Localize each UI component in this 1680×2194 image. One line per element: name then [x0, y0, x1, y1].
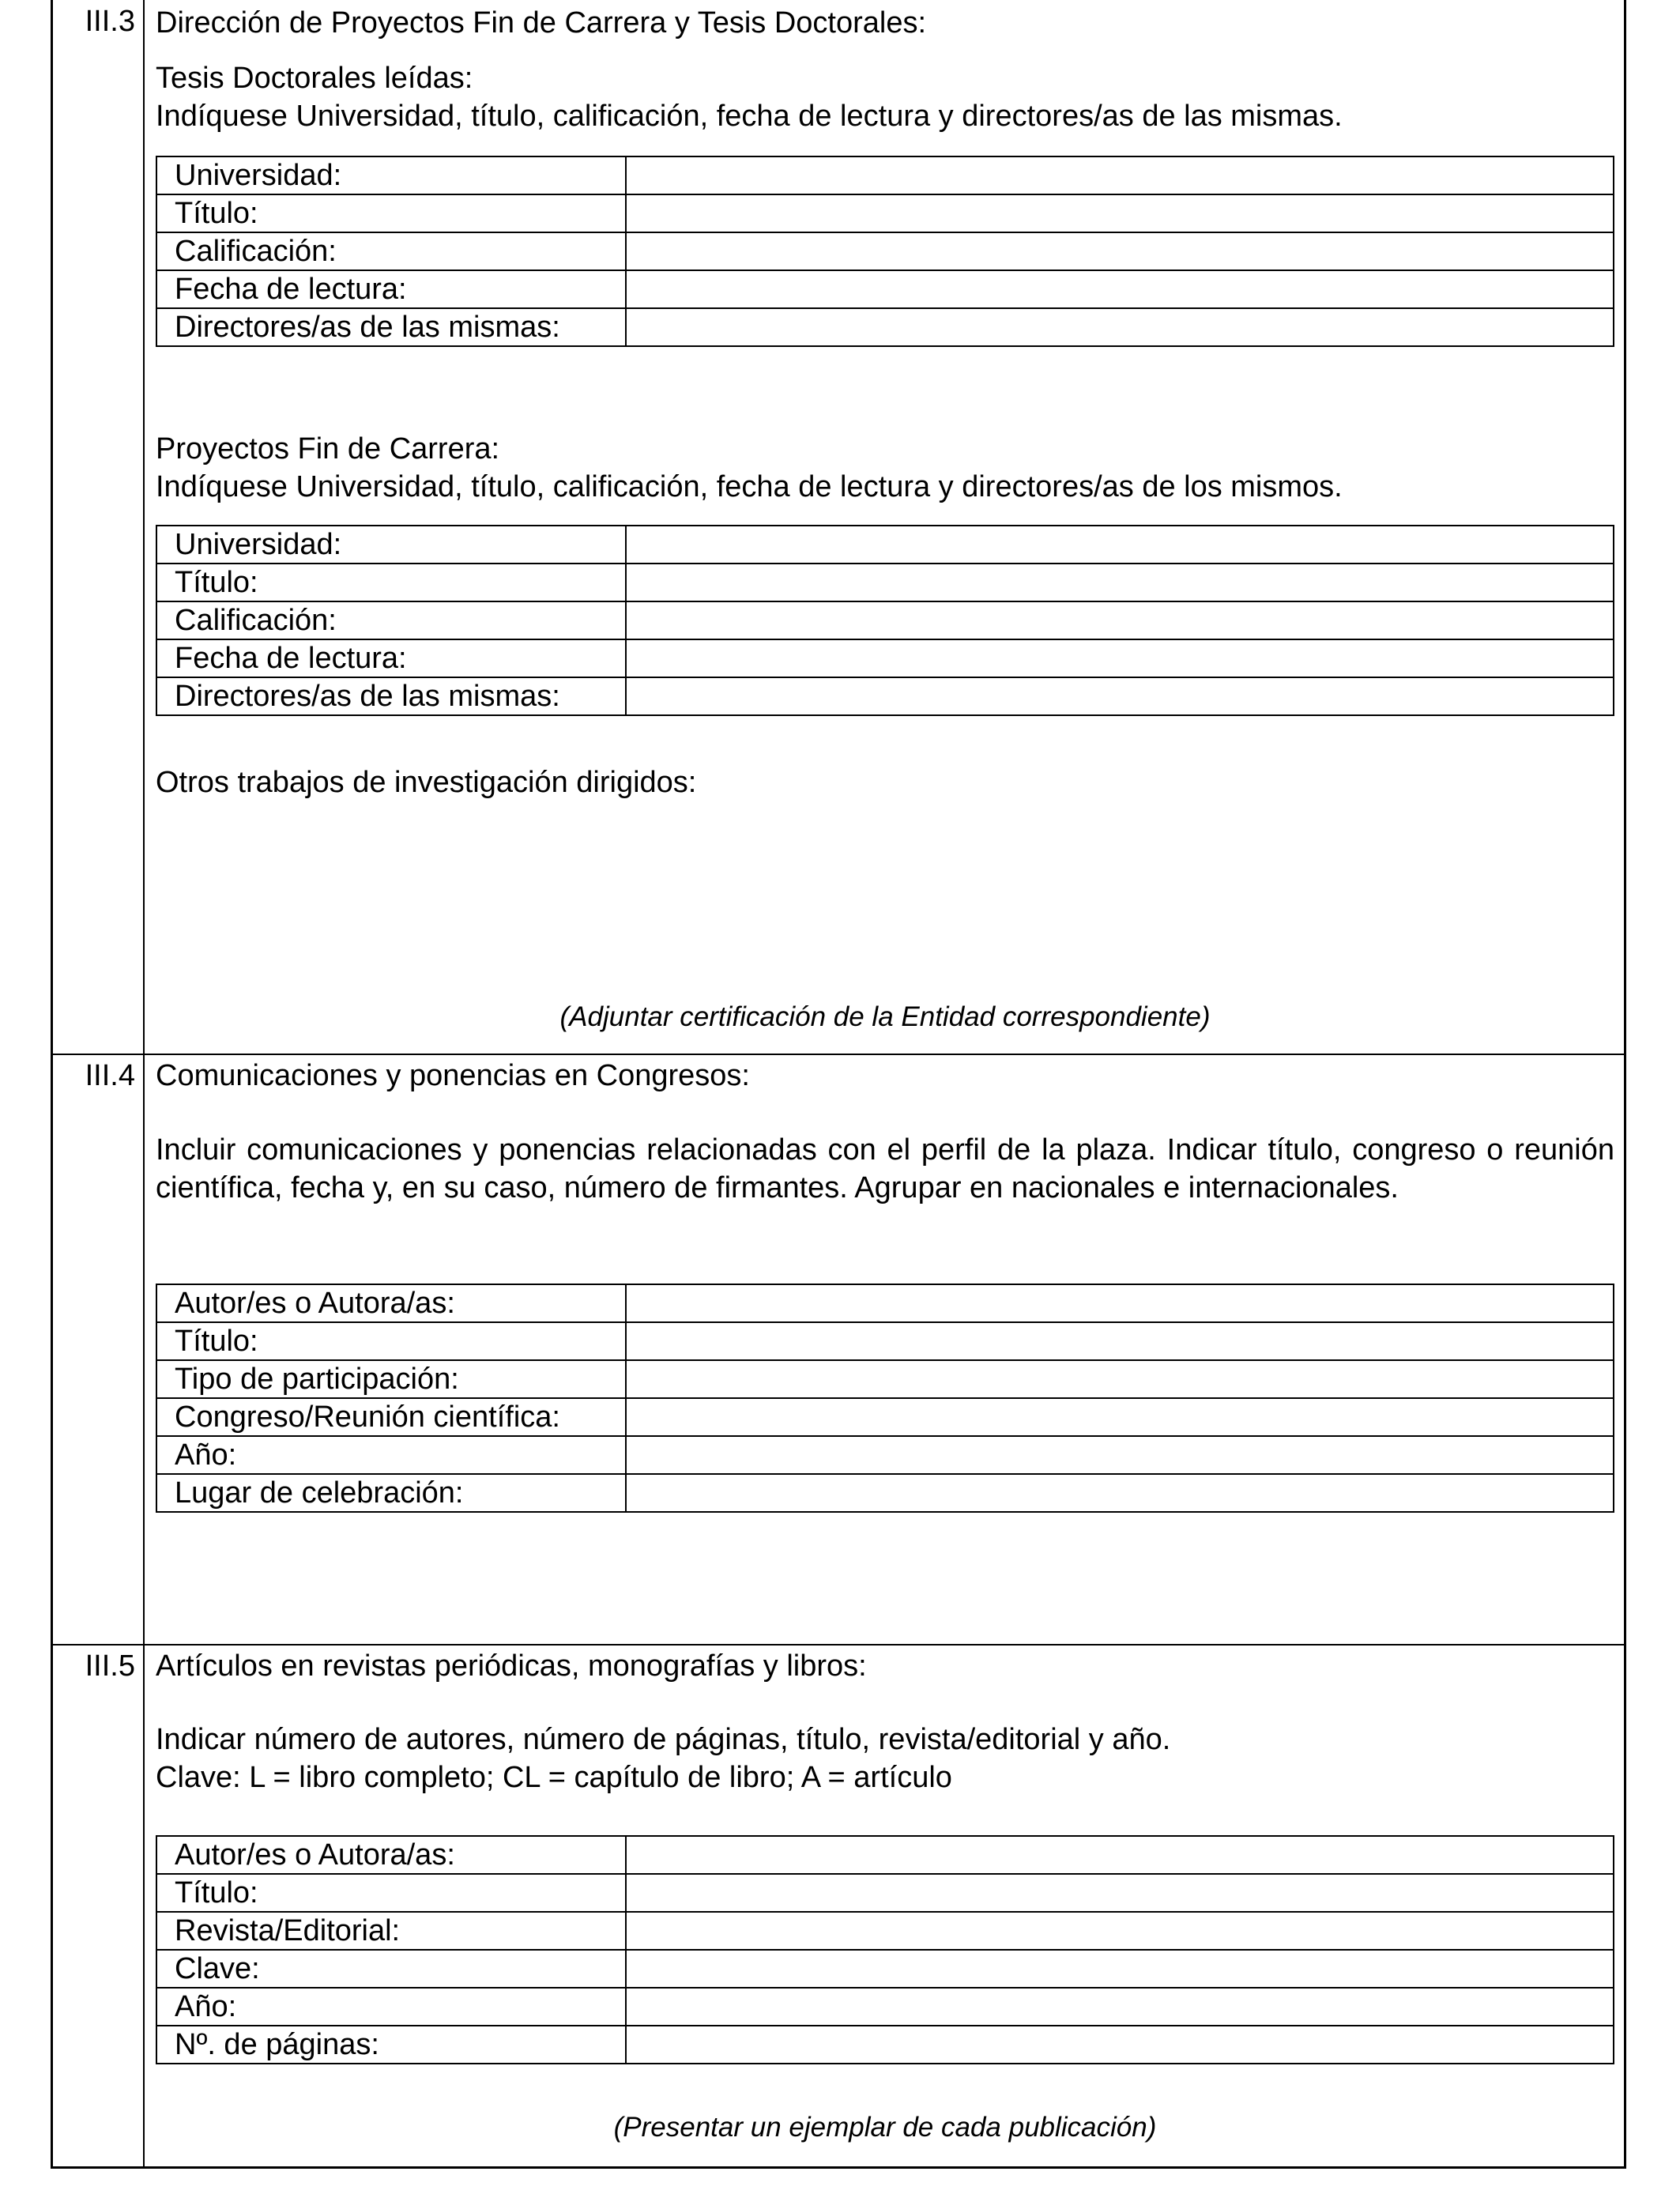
comunicaciones-table [156, 1284, 1614, 1513]
field-label: Título: [156, 1874, 626, 1912]
table-row [156, 1950, 1614, 1988]
field-label: Año: [156, 1988, 626, 2026]
table-row [156, 1912, 1614, 1950]
table-row [156, 564, 1614, 601]
field-label: Autor/es o Autora/as: [156, 1836, 626, 1874]
field-label: Calificación: [156, 601, 626, 639]
table-row [156, 1474, 1614, 1512]
table-row [156, 194, 1614, 232]
field-label: Autor/es o Autora/as: [156, 1284, 626, 1322]
field-value[interactable] [626, 1912, 1614, 1950]
section-number: III.3 [85, 5, 135, 38]
table-row [156, 270, 1614, 308]
field-label: Congreso/Reunión científica: [156, 1398, 626, 1436]
field-label: Fecha de lectura: [156, 270, 626, 308]
table-row [156, 2026, 1614, 2064]
proyectos-table [156, 525, 1614, 716]
field-value[interactable] [626, 232, 1614, 270]
section-title: Dirección de Proyectos Fin de Carrera y Tesis Doctorales: [156, 6, 927, 40]
clave-legend: Clave: L = libro completo; CL = capítulo de libro; A = artículo [156, 1761, 952, 1794]
table-row [156, 1322, 1614, 1360]
section-number: III.5 [85, 1649, 135, 1683]
field-value[interactable] [626, 1436, 1614, 1474]
field-value[interactable] [626, 601, 1614, 639]
field-label: Título: [156, 194, 626, 232]
section-number-column [51, 0, 145, 1054]
field-label: Año: [156, 1436, 626, 1474]
proyectos-instruction: Indíquese Universidad, título, calificación, fecha de lectura y directores/as de los mismos. [156, 470, 1343, 503]
table-row [156, 639, 1614, 677]
table-row [156, 156, 1614, 194]
field-value[interactable] [626, 1988, 1614, 2026]
field-label: Calificación: [156, 232, 626, 270]
tesis-instruction: Indíquese Universidad, título, calificación, fecha de lectura y directores/as de las mismas. [156, 100, 1343, 133]
field-value[interactable] [626, 270, 1614, 308]
field-label: Fecha de lectura: [156, 639, 626, 677]
articulos-table [156, 1835, 1614, 2064]
field-value[interactable] [626, 639, 1614, 677]
field-value[interactable] [626, 1398, 1614, 1436]
field-label: Directores/as de las mismas: [156, 677, 626, 715]
field-value[interactable] [626, 1284, 1614, 1322]
field-label: Título: [156, 1322, 626, 1360]
proyectos-rows [156, 526, 1614, 715]
field-value[interactable] [626, 1950, 1614, 1988]
comunicaciones-rows [156, 1284, 1614, 1512]
field-value[interactable] [626, 2026, 1614, 2064]
field-value[interactable] [626, 1360, 1614, 1398]
proyectos-heading: Proyectos Fin de Carrera: [156, 432, 500, 466]
publication-note: (Presentar un ejemplar de cada publicación) [613, 2112, 1157, 2143]
table-row [156, 1988, 1614, 2026]
otros-trabajos-label: Otros trabajos de investigación dirigidos: [156, 766, 697, 799]
table-row [156, 677, 1614, 715]
field-value[interactable] [626, 1874, 1614, 1912]
tesis-table [156, 156, 1614, 347]
table-row [156, 308, 1614, 346]
field-label: Nº. de páginas: [156, 2026, 626, 2064]
field-label: Revista/Editorial: [156, 1912, 626, 1950]
table-row [156, 526, 1614, 564]
field-label: Universidad: [156, 526, 626, 564]
section-number-column [51, 1054, 145, 1644]
field-value[interactable] [626, 564, 1614, 601]
field-label: Lugar de celebración: [156, 1474, 626, 1512]
field-label: Clave: [156, 1950, 626, 1988]
section-title: Artículos en revistas periódicas, monografías y libros: [156, 1649, 867, 1683]
section-title: Comunicaciones y ponencias en Congresos: [156, 1059, 750, 1092]
section-number: III.4 [85, 1059, 135, 1092]
field-value[interactable] [626, 308, 1614, 346]
table-row [156, 232, 1614, 270]
field-value[interactable] [626, 156, 1614, 194]
tesis-rows [156, 156, 1614, 346]
table-row [156, 1874, 1614, 1912]
field-value[interactable] [626, 1836, 1614, 1874]
field-value[interactable] [626, 194, 1614, 232]
field-value[interactable] [626, 1474, 1614, 1512]
table-row [156, 601, 1614, 639]
field-value[interactable] [626, 677, 1614, 715]
comunicaciones-instruction: Incluir comunicaciones y ponencias relacionadas con el perfil de la plaza. Indicar título, congreso o reunión científica, fecha y, en su caso, número de firmantes. Agrupar en nacionales e internacionales. [156, 1133, 1614, 1204]
table-row [156, 1436, 1614, 1474]
field-label: Universidad: [156, 156, 626, 194]
table-row [156, 1284, 1614, 1322]
tesis-heading: Tesis Doctorales leídas: [156, 62, 473, 95]
table-row [156, 1398, 1614, 1436]
field-value[interactable] [626, 1322, 1614, 1360]
table-row [156, 1836, 1614, 1874]
field-label: Tipo de participación: [156, 1360, 626, 1398]
field-label: Título: [156, 564, 626, 601]
articulos-instruction: Indicar número de autores, número de páginas, título, revista/editorial y año. [156, 1723, 1171, 1756]
table-row [156, 1360, 1614, 1398]
articulos-rows [156, 1836, 1614, 2064]
section-number-column [51, 1645, 145, 2169]
field-value[interactable] [626, 526, 1614, 564]
certification-note: (Adjuntar certificación de la Entidad correspondiente) [559, 1001, 1211, 1032]
field-label: Directores/as de las mismas: [156, 308, 626, 346]
